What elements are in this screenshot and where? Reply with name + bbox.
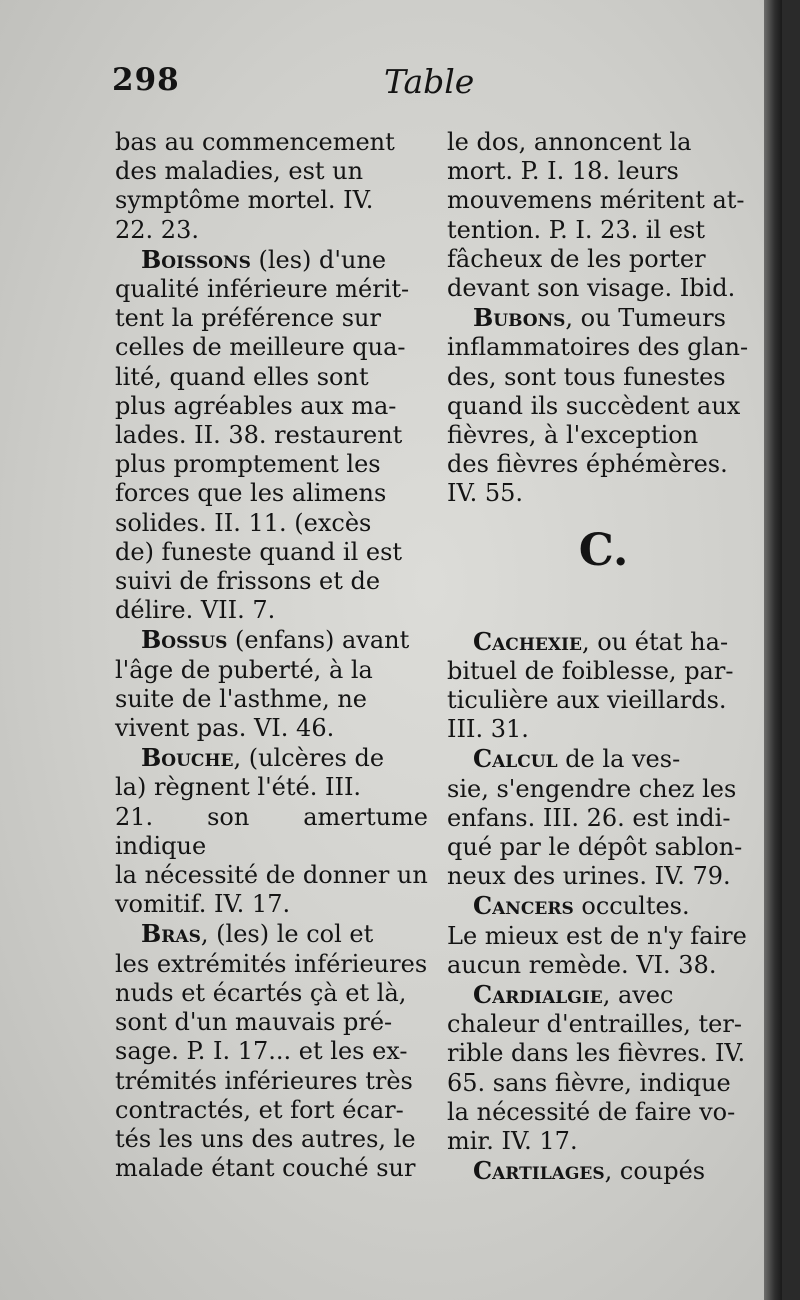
entry-line: symptôme mortel. IV. <box>115 186 374 215</box>
entry-line: trémités inférieures très <box>115 1066 413 1095</box>
entry-line: des fièvres éphémères. <box>447 450 728 479</box>
entry-line: rible dans les fièvres. IV. <box>447 1039 746 1068</box>
entry-line: les extrémités inférieures <box>115 949 428 978</box>
entry-line: fièvres, à l'exception <box>447 421 699 450</box>
entry-line: suivi de frissons et de <box>115 567 381 596</box>
entry-line: des, sont tous funestes <box>447 362 726 391</box>
entry-line: tent la préférence sur <box>115 304 381 333</box>
entry-line: Cachexie, ou état ha- <box>473 626 729 656</box>
entry-line: suite de l'asthme, ne <box>115 684 367 713</box>
entry-line: vivent pas. VI. 46. <box>115 714 335 743</box>
entry-headword: Cartilages <box>473 1156 605 1186</box>
entry-headword: Cardialgie <box>473 980 603 1010</box>
entry-line: bituel de foiblesse, par- <box>447 656 734 685</box>
entry-line: enfans. III. 26. est indi- <box>447 803 731 832</box>
entry-line: vomitif. IV. 17. <box>115 890 291 919</box>
index-entry-bubons <box>447 303 760 508</box>
entry-line: plus agréables aux ma- <box>115 391 397 420</box>
entry-line: aucun remède. VI. 38. <box>447 950 717 979</box>
entry-line: l'âge de puberté, à la <box>115 655 373 684</box>
entry-headword: Bossus <box>141 625 228 655</box>
index-entry-bras <box>115 919 428 1183</box>
running-title: Table <box>384 62 475 101</box>
entry-line: Le mieux est de n'y faire <box>447 921 747 950</box>
entry-line: tés les uns des autres, le <box>115 1124 416 1153</box>
entry-line: solides. II. 11. (excès <box>115 508 372 537</box>
entry-line: 21. son amertume indique <box>115 802 428 860</box>
entry-headword: Bras <box>141 919 201 949</box>
entry-line: lité, quand elles sont <box>115 362 369 391</box>
entry-line: plus promptement les <box>115 450 381 479</box>
entry-line: malade étant couché sur <box>115 1154 416 1183</box>
entry-headword: Boissons <box>141 244 251 274</box>
entry-line: mir. IV. 17. <box>447 1127 578 1156</box>
entry-line: sage. P. I. 17... et les ex- <box>115 1037 408 1066</box>
index-entry-cartilages <box>447 1156 760 1186</box>
entry-headword: Cancers <box>473 891 574 921</box>
entry-line: III. 31. <box>447 715 529 744</box>
entry-line: mouvemens méritent at- <box>447 186 745 215</box>
right-column <box>447 128 760 1187</box>
entry-line: Cartilages, coupés <box>473 1156 706 1186</box>
entry-headword: Calcul <box>473 744 558 774</box>
page-number: 298 <box>112 62 180 98</box>
entry-line: chaleur d'entrailles, ter- <box>447 1010 742 1039</box>
index-entry-continued <box>115 128 428 245</box>
entry-line: 65. sans fièvre, indique <box>447 1068 731 1097</box>
index-entry-boissons <box>115 245 428 626</box>
index-entry-cardialgie <box>447 980 760 1156</box>
entry-line: Bossus (enfans) avant <box>141 625 410 655</box>
book-spine-shadow <box>764 0 782 1300</box>
section-letter-heading: C. <box>578 524 629 576</box>
entry-line: Calcul de la ves- <box>473 744 681 774</box>
index-entry-bossus <box>115 625 428 743</box>
entry-line: qualité inférieure mérit- <box>115 275 410 304</box>
entry-line: de) funeste quand il est <box>115 537 403 566</box>
entry-line: mort. P. I. 18. leurs <box>447 157 679 186</box>
entry-headword: Bouche <box>141 743 234 773</box>
entry-line: la nécessité de donner un <box>115 861 428 890</box>
entry-line: délire. VII. 7. <box>115 596 276 625</box>
entry-line: qué par le dépôt sablon- <box>447 833 743 862</box>
entry-line: des maladies, est un <box>115 157 364 186</box>
entry-line: Bouche, (ulcères de <box>141 743 385 773</box>
index-entry-cancers-occultes <box>447 891 760 980</box>
entry-headword: Cachexie <box>473 626 582 656</box>
entry-line: quand ils succèdent aux <box>447 391 741 420</box>
page-header <box>112 62 752 112</box>
entry-line: neux des urines. IV. 79. <box>447 862 731 891</box>
index-entry-calcul-de-la-vessie <box>447 744 760 891</box>
left-column <box>115 128 428 1183</box>
entry-headword: Bubons <box>473 303 566 333</box>
entry-line: 22. 23. <box>115 215 199 244</box>
entry-line: Bubons, ou Tumeurs <box>473 303 726 333</box>
entry-line: celles de meilleure qua- <box>115 333 406 362</box>
entry-line: forces que les alimens <box>115 479 387 508</box>
index-entry-continued <box>447 128 760 303</box>
entry-line: lades. II. 38. restaurent <box>115 421 403 450</box>
entry-line: bas au commencement <box>115 128 395 156</box>
entry-line: Boissons (les) d'une <box>141 244 387 274</box>
entry-line: tention. P. I. 23. il est <box>447 215 706 244</box>
entry-line: la nécessité de faire vo- <box>447 1097 736 1126</box>
entry-line: sie, s'engendre chez les <box>447 774 737 803</box>
entry-line: IV. 55. <box>447 479 524 508</box>
entry-line: fâcheux de les porter <box>447 244 706 273</box>
entry-line: Bras, (les) le col et <box>141 919 374 949</box>
entry-line: sont d'un mauvais pré- <box>115 1008 393 1037</box>
entry-line: ticulière aux vieillards. <box>447 686 727 715</box>
entry-line: le dos, annoncent la <box>447 128 692 156</box>
index-entry-cachexie <box>447 627 760 745</box>
entry-line: contractés, et fort écar- <box>115 1095 404 1124</box>
entry-line: Cancers occultes. <box>473 891 690 921</box>
entry-line: inflammatoires des glan- <box>447 333 749 362</box>
entry-line: nuds et écartés çà et là, <box>115 978 407 1007</box>
entry-line: devant son visage. Ibid. <box>447 274 736 303</box>
entry-line: la) règnent l'été. III. <box>115 773 362 802</box>
entry-line: Cardialgie, avec <box>473 980 674 1010</box>
index-entry-bouche <box>115 743 428 919</box>
